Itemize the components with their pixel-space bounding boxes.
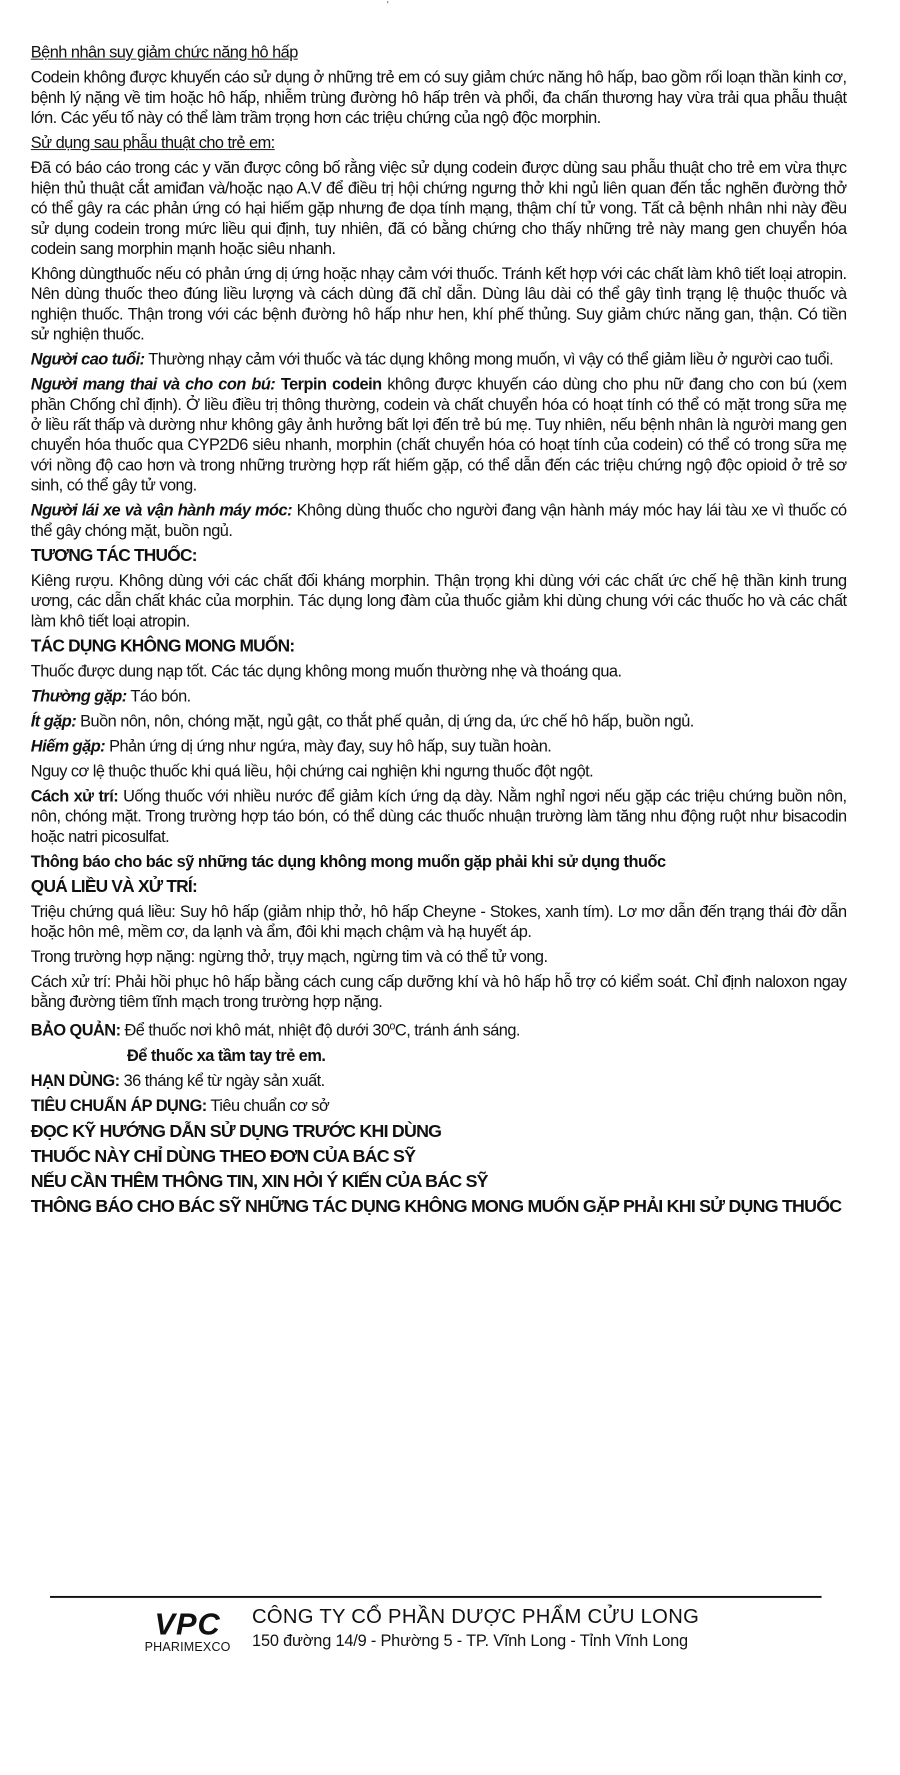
- degree-mark: o: [389, 1020, 395, 1033]
- handling-label: Cách xử trí:: [30, 786, 119, 806]
- overdose-symptoms: Triệu chứng quá liều: Suy hô hấp (giảm nhịp thở, hô hấp Cheyne - Stokes, xanh tím). Lơ mơ dẫn đến trạng thái đờ dẫn hoặc hôn mê, mềm cơ, da lạnh và ẩm, đôi khi mạch chậm và hạ huyết áp.: [30, 902, 847, 941]
- respiratory-paragraph: Codein không được khuyến cáo sử dụng ở những trẻ em có suy giảm chức năng hô hấp, bao gồm rối loạn thần kinh cơ, bệnh lý nặng về tim hoặc hô hấp, nhiễm trùng đường hô hấp trên và phổi, đa chấn thương hay vừa trải qua phẫu thuật lớn. Các yếu tố này có thể làm trầm trọng hơn các triệu chứng của ngộ độc morphin.: [30, 68, 847, 127]
- final-line-ask-doctor: NẾU CẦN THÊM THÔNG TIN, XIN HỎI Ý KIẾN CỦA BÁC SỸ: [30, 1170, 488, 1191]
- standard-paragraph: [31, 1095, 847, 1115]
- pregnancy-drug-name: Terpin codein: [275, 375, 382, 394]
- company-name: CÔNG TY CỔ PHẦN DƯỢC PHẨM CỬU LONG: [252, 1605, 700, 1628]
- children-warning: Để thuốc xa tầm tay trẻ em.: [126, 1046, 326, 1065]
- pregnancy-paragraph: [31, 374, 847, 495]
- storage-paragraph: [31, 1017, 847, 1041]
- leaflet-text: [31, 42, 847, 1220]
- elderly-paragraph: [31, 349, 847, 369]
- elderly-text: Thường nhạy cảm với thuốc và tác dụng không mong muốn, vì vậy có thể giảm liều ở người cao tuổi.: [144, 350, 834, 369]
- vpc-logo-mark: [135, 1609, 241, 1638]
- respiratory-heading: Bệnh nhân suy giảm chức năng hô hấp: [30, 43, 298, 62]
- uncommon-label: Ít gặp:: [30, 711, 77, 731]
- footer-divider: [50, 1596, 822, 1598]
- handling-text: Uống thuốc với nhiều nước để giảm kích ứng dạ dày. Nằm nghỉ ngơi nếu gặp các triệu chứng buồn nôn, nôn, chóng mặt. Trong trường hợp táo bón, có thể dùng các thuốc nhuận trường làm tăng nhu động ruột như bisacodin hoặc natri picosulfat.: [30, 786, 847, 846]
- final-line-prescription: THUỐC NÀY CHỈ DÙNG THEO ĐƠN CỦA BÁC SỸ: [30, 1145, 416, 1166]
- logo-wordmark: VPC: [154, 1609, 221, 1639]
- adverse-uncommon: [31, 711, 847, 731]
- adverse-risk: Nguy cơ lệ thuộc thuốc khi quá liều, hội chứng cai nghiện khi ngưng thuốc đột ngột.: [30, 761, 594, 781]
- expiry-label: HẠN DÙNG:: [30, 1071, 120, 1090]
- logo-subtitle: PHARIMEXCO: [144, 1639, 231, 1654]
- final-line-read: ĐỌC KỸ HƯỚNG DẪN SỬ DỤNG TRƯỚC KHI DÙNG: [30, 1120, 442, 1141]
- overdose-severe: Trong trường hợp nặng: ngừng thở, trụy mạch, ngừng tim và có thể tử vong.: [30, 947, 548, 966]
- standard-label: TIÊU CHUẨN ÁP DỤNG:: [30, 1096, 207, 1115]
- interactions-paragraph: Kiêng rượu. Không dùng với các chất đối kháng morphin. Thận trọng khi dùng với các chất ức chế hệ thần kinh trung ương, các dẫn chất khác của morphin. Tác dụng long đàm của thuốc giảm khi dùng chung với các thuốc ho và các chất làm khô tiết loại atropin.: [30, 571, 847, 631]
- rare-label: Hiếm gặp:: [30, 736, 106, 756]
- common-text: Táo bón.: [126, 686, 191, 706]
- adverse-notice: Thông báo cho bác sỹ những tác dụng không mong muốn gặp phải khi sử dụng thuốc: [30, 852, 666, 871]
- expiry-text: 36 tháng kể từ ngày sản xuất.: [119, 1071, 325, 1090]
- interactions-heading: TƯƠNG TÁC THUỐC:: [30, 545, 197, 565]
- adverse-common: [31, 686, 847, 706]
- company-info: [252, 1605, 699, 1653]
- storage-label: BẢO QUẢN:: [30, 1021, 121, 1040]
- overdose-treatment: Cách xử trí: Phải hồi phục hô hấp bằng cách cung cấp dưỡng khí và hô hấp hỗ trợ có kiểm soát. Chỉ định naloxon ngay bằng đường tiêm tĩnh mạch trong trường hợp nặng.: [30, 972, 847, 1012]
- standard-text: Tiêu chuẩn cơ sở: [206, 1096, 330, 1115]
- adverse-handling: [31, 786, 847, 847]
- elderly-label: Người cao tuổi:: [30, 350, 145, 369]
- adverse-heading: TÁC DỤNG KHÔNG MONG MUỐN:: [30, 635, 295, 656]
- company-address: 150 đường 14/9 - Phường 5 - TP. Vĩnh Long - Tỉnh Vĩnh Long: [252, 1631, 688, 1650]
- storage-text-pre: Để thuốc nơi khô mát, nhiệt độ dưới 30: [120, 1021, 390, 1040]
- contraindication-paragraph: Không dùngthuốc nếu có phản ứng dị ứng hoặc nhạy cảm với thuốc. Tránh kết hợp với các chất làm khô tiết loại atropin. Nên dùng thuốc theo đúng liều lượng và cách dùng đã chỉ dẫn. Dùng lâu dài có thể gây tình trạng lệ thuộc thuốc và nghiện thuốc. Thận trong với các bệnh đường hô hấp như hen, khí phế thủng. Suy giảm chức năng gan, thận. Có tiền sử nghiện thuốc.: [30, 264, 847, 344]
- common-label: Thường gặp:: [30, 686, 127, 706]
- adverse-rare: [31, 736, 847, 756]
- storage-text-post: C, tránh ánh sáng.: [394, 1021, 520, 1040]
- drivers-paragraph: [31, 500, 847, 540]
- drivers-label: Người lái xe và vận hành máy móc:: [30, 501, 292, 520]
- company-logo: [135, 1609, 241, 1653]
- adverse-intro: Thuốc được dung nạp tốt. Các tác dụng không mong muốn thường nhẹ và thoáng qua.: [30, 661, 622, 681]
- overdose-heading: QUÁ LIỀU VÀ XỬ TRÍ:: [30, 876, 197, 896]
- pregnancy-text: không được khuyến cáo dùng cho phu nữ đang cho con bú (xem phần Chống chỉ định). Ở liều điều trị thông thường, codein và chất chuyển hóa có hoạt tính có thể có mặt trong sữa mẹ ở liều rất thấp và dường như không gây ảnh hưởng bất lợi đến trẻ bú mẹ. Tuy nhiên, nếu bệnh nhân là người mang gen chuyển hóa thuốc qua CYP2D6 siêu nhanh, morphin (chất chuyển hóa có hoạt tính của codein) có thể có trong sữa mẹ với nồng độ cao hơn và trong những trường hợp rất hiếm gặp, có thể dẫn đến các triệu chứng ngộ độc opioid ở trẻ sơ sinh, có thể gây tử vong.: [30, 375, 847, 495]
- pregnancy-label: Người mang thai và cho con bú:: [30, 375, 276, 394]
- scan-mark: ': [386, 0, 389, 12]
- final-line-report: THÔNG BÁO CHO BÁC SỸ NHỮNG TÁC DỤNG KHÔNG MONG MUỐN GẶP PHẢI KHI SỬ DỤNG THUỐC: [30, 1195, 842, 1216]
- postop-paragraph: Đã có báo cáo trong các y văn được công bố rằng việc sử dụng codein được dùng sau phẫu thuật cho trẻ em vừa thực hiện thủ thuật cắt amiđan và/hoặc nạo A.V để điều trị hội chứng ngưng thở khi ngủ liên quan đến tắc nghẽn đường thở có thể gây ra các phản ứng có hại hiếm gặp nhưng đe dọa tính mạng, thậm chí tử vong. Tất cả bệnh nhân nhi này đều sử dụng codein trong mức liều qui định, tuy nhiên, đã có bằng chứng cho thấy những trẻ này mang gen chuyển hóa codein sang morphin mạnh hoặc siêu nhanh.: [30, 158, 847, 258]
- uncommon-text: Buồn nôn, nôn, chóng mặt, ngủ gật, co thắt phế quản, dị ứng da, ức chế hô hấp, buồn ngủ.: [76, 711, 694, 731]
- expiry-paragraph: [31, 1070, 847, 1090]
- drivers-text: Không dùng thuốc cho người đang vận hành máy móc hay lái tàu xe vì thuốc có thể gây chóng mặt, buồn ngủ.: [30, 501, 847, 540]
- postop-heading: Sử dụng sau phẫu thuật cho trẻ em:: [30, 133, 275, 152]
- rare-text: Phản ứng dị ứng như ngứa, mày đay, suy hô hấp, suy tuần hoàn.: [105, 736, 552, 756]
